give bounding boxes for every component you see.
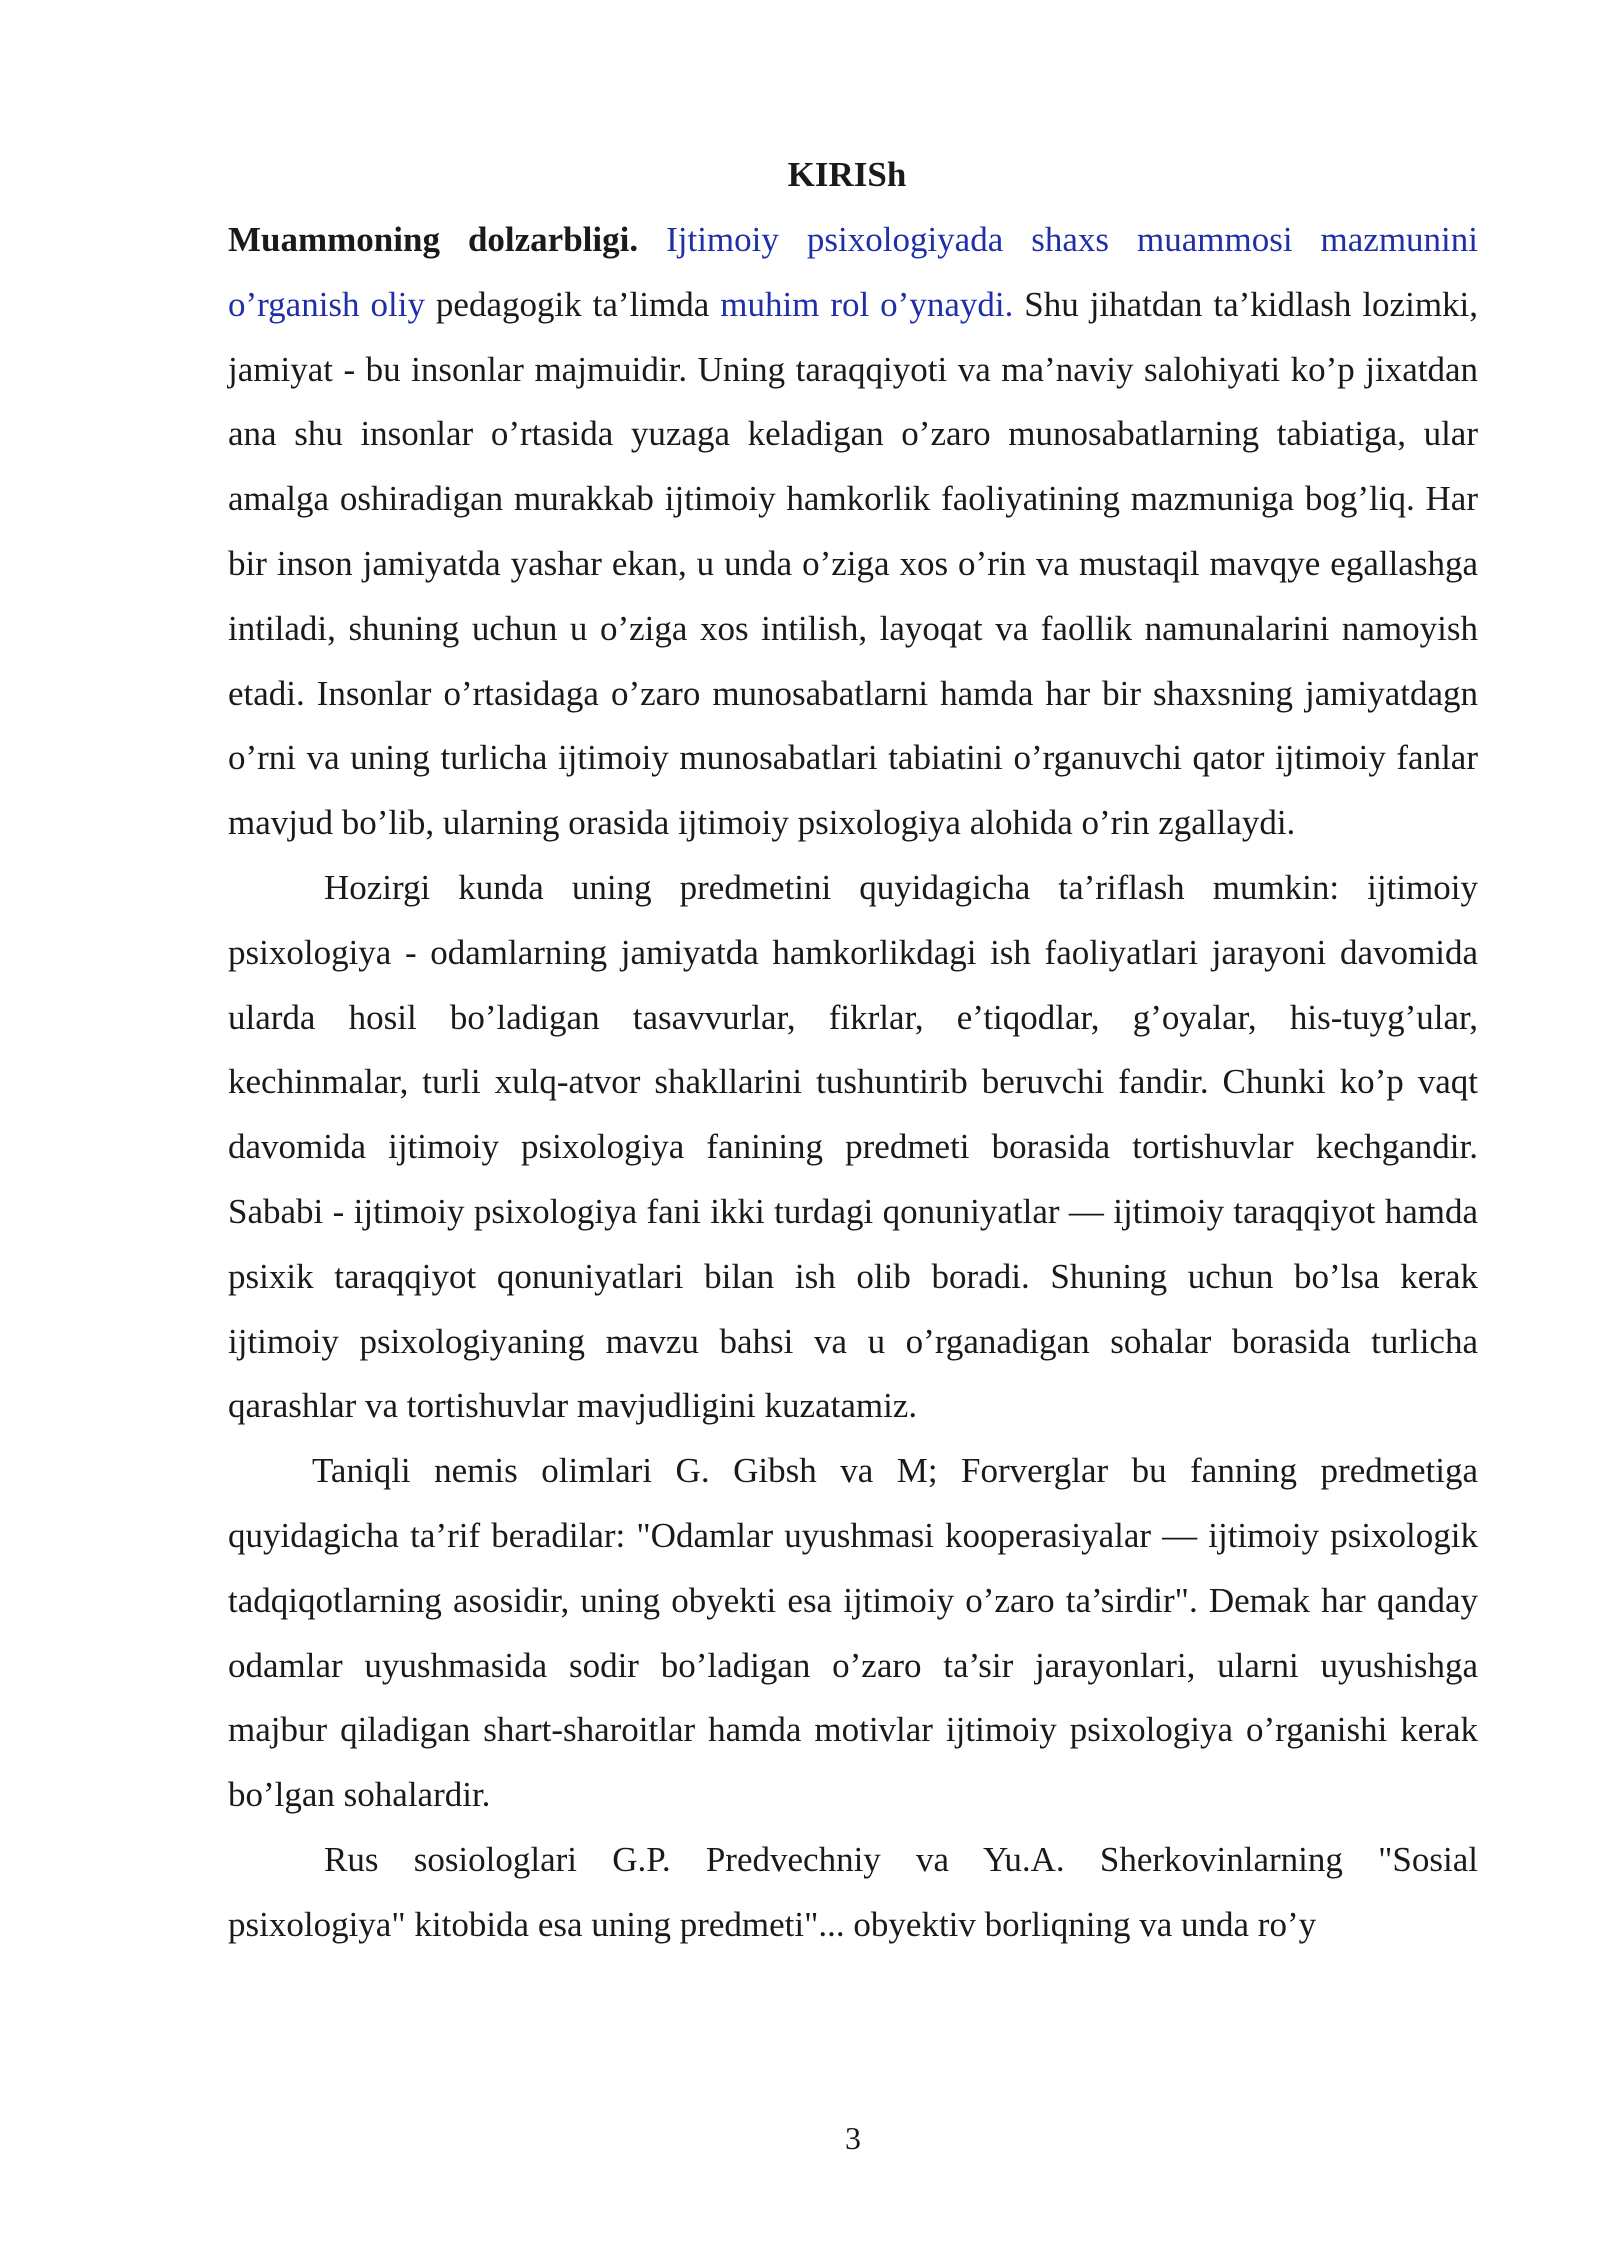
highlighted-text-1: Ijtimoiy psixologiyada shaxs muammosi mazmunini o’rganish oliy: [228, 220, 1478, 324]
page-title: KIRISh: [787, 155, 907, 194]
paragraph-3: Taniqli nemis olimlari G. Gibsh va M; Forverglar bu fanning predmetiga quyidagicha ta’rif beradilar: "Odamlar uyushmasi kooperasiyalar — ijtimoiy psixologik tadqiqotlarning asosidir, uning obyekti esa ijtimoiy o’zaro ta’sirdir". Demak har qanday odamlar uyushmasida sodir bo’ladigan o’zaro ta’sir jarayonlari, ularni uyushishga majbur qiladigan shart-sharoitlar hamda motivlar ijtimoiy psixologiya o’rganishi kerak bo’lgan sohalardir.: [228, 1451, 1478, 1815]
highlighted-text-2: muhim rol o’ynaydi.: [720, 284, 1014, 324]
paragraph-lead: Muammoning dolzarbligi.: [228, 220, 639, 259]
paragraph-2: Hozirgi kunda uning predmetini quyidagicha ta’riflash mumkin: ijtimoiy psixologiya - odamlarning jamiyatda hamkorlikdagi ish faoliyatlari jarayoni davomida ularda hosil bo’ladigan tasavvurlar, fikrlar, e’tiqodlar, g’oyalar, his-tuyg’ular, kechinmalar, turli xulq-atvor shakllarini tushuntirib beruvchi fandir. Chunki ko’p vaqt davomida ijtimoiy psixologiya fanining predmeti borasida tortishuvlar kechgandir. Sababi - ijtimoiy psixologiya fani ikki turdagi qonuniyatlar — ijtimoiy taraqqiyot hamda psixik taraqqiyot qonuniyatlari bilan ish olib boradi. Shuning uchun bo’lsa kerak ijtimoiy psixologiyaning mavzu bahsi va u o’rganadigan sohalar borasida turlicha qarashlar va tortishuvlar mavjudligini kuzatamiz.: [228, 867, 1478, 1426]
paragraph-1: [228, 208, 1478, 856]
paragraph-1-rest: Shu jihatdan ta’kidlash lozimki, jamiyat - bu insonlar majmuidir. Uning taraqqiyoti va ma’naviy salohiyati ko’p jixatdan ana shu insonlar o’rtasida yuzaga keladigan o’zaro munosabatlarning tabiatiga, ular amalga oshiradigan murakkab ijtimoiy hamkorlik faoliyatining mazmuniga bog’liq. Har bir inson jamiyatda yashar ekan, u unda o’ziga xos o’rin va mustaqil mavqye egallashga intiladi, shuning uchun u o’ziga xos intilish, layoqat va faollik namunalarini namoyish etadi. Insonlar o’rtasidaga o’zaro munosabatlarni hamda har bir shaxsning jamiyatdagn o’rni va uning turlicha ijtimoiy munosabatlari tabiatini o’rganuvchi qator ijtimoiy fanlar mavjud bo’lib, ularning orasida ijtimoiy psixologiya alohida o’rin zgallaydi.: [228, 284, 1479, 843]
paragraph-4: Rus sosiologlari G.P. Predvechniy va Yu.A. Sherkovinlarning "Sosial psixologiya" kitobida esa uning predmeti"... obyektiv borliqning va unda ro’y: [228, 1839, 1478, 1944]
paragraph-1-mid: pedagogik ta’limda: [435, 284, 710, 324]
document-body: [228, 208, 1478, 1958]
page-number: 3: [845, 2120, 861, 2156]
